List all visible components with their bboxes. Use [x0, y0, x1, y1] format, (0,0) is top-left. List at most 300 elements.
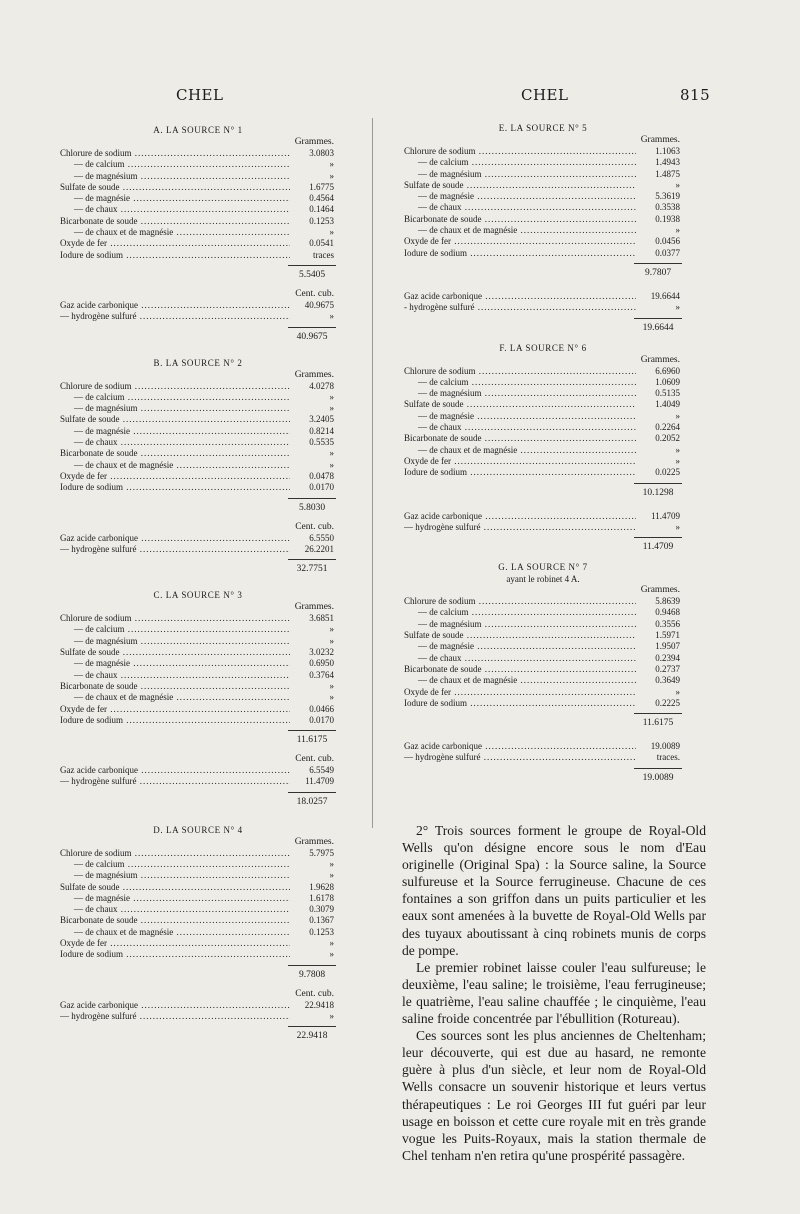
compound-name: Bicarbonate de soude ..... [60, 681, 290, 692]
gas-row [60, 544, 336, 555]
compound-name: — de chaux ..... [60, 204, 290, 215]
source-section [404, 561, 682, 784]
right-column [404, 116, 682, 784]
compound-value: 1.6775 [309, 181, 334, 192]
table-row [404, 169, 682, 180]
source-section [60, 824, 336, 1043]
section-total [60, 728, 336, 746]
compound-name: Iodure de sodium ..... [60, 715, 290, 726]
compound-name: — de magnésie ..... [60, 193, 290, 204]
compound-name: — de chaux et de magnésie ..... [404, 675, 636, 686]
compound-name: — de chaux et de magnésie ..... [60, 927, 290, 938]
compound-name: — de magnésie ..... [60, 426, 290, 437]
compound-value: 0.1464 [309, 204, 334, 215]
gas-total-value: 22.9418 [288, 1026, 336, 1042]
gas-row [404, 752, 682, 763]
section-total [404, 261, 682, 279]
unit-label: Grammes. [294, 602, 334, 613]
table-row [60, 471, 336, 482]
gas-value: » [329, 1010, 334, 1021]
running-header-left: CHEL [176, 86, 224, 104]
compound-name: — de magnésium ..... [60, 403, 290, 414]
compound-name: — de magnésium ..... [404, 619, 636, 630]
compound-value: 0.3079 [309, 904, 334, 915]
table-row [404, 433, 682, 444]
gas-value: » [329, 311, 334, 322]
table-row [60, 715, 336, 726]
table-row [60, 704, 336, 715]
table-row [404, 157, 682, 168]
table-row [60, 238, 336, 249]
spacer [404, 729, 682, 737]
gas-name: — hydrogène sulfuré ..... [404, 522, 636, 533]
table-row [404, 146, 682, 157]
gas-name: Gaz acide carbonique ..... [60, 1000, 290, 1011]
gas-row [404, 522, 682, 533]
compound-name: Chlorure de sodium ..... [404, 596, 636, 607]
gas-name: Gaz acide carbonique ..... [404, 291, 636, 302]
compound-name: Iodure de sodium ..... [404, 467, 636, 478]
compound-value: 0.0170 [309, 714, 334, 725]
compound-name: Iodure de sodium ..... [60, 482, 290, 493]
table-row [60, 647, 336, 658]
paragraph: 2° Trois sources forment le groupe de Royal-Old Wells qu'on désigne encore sous le nom d'Eau originelle (Original Spa) : la Source saline, la Source sulfureuse et la Source ferrugineuse. Chacune de ces fontaines a son griffon dans un puits particulier et les eaux sont amenées à la buvette de Royal-Old Wells par des tuyaux aboutissant à cinq robinets munis de corps de pompe. [402, 823, 706, 958]
compound-value: 3.0803 [309, 148, 334, 158]
compound-name: — de magnésium ..... [404, 169, 636, 180]
total-value: 11.6175 [288, 730, 336, 746]
compound-value: 0.8214 [309, 425, 334, 436]
table-row [60, 670, 336, 681]
compound-name: — de calcium ..... [404, 607, 636, 618]
table-row [60, 636, 336, 647]
section-title: B. LA SOURCE N° 2 [153, 357, 243, 368]
table-row [60, 692, 336, 703]
compound-name: — de chaux et de magnésie ..... [404, 225, 636, 236]
compound-value: 3.6851 [309, 613, 334, 624]
table-row [60, 193, 336, 204]
table-row [404, 202, 682, 213]
compound-name: Oxyde de fer ..... [404, 456, 636, 467]
compound-name: — de chaux ..... [60, 904, 290, 915]
compound-value: 0.1367 [309, 915, 334, 926]
gas-row [60, 311, 336, 322]
table-row [60, 403, 336, 414]
compound-name: — de calcium ..... [60, 159, 290, 170]
compound-value: » [675, 455, 680, 466]
gas-total [404, 316, 682, 334]
table-row [404, 653, 682, 664]
compound-value: 0.5135 [655, 388, 680, 399]
compound-name: — de chaux et de magnésie ..... [404, 445, 636, 456]
compound-value: 0.1253 [309, 926, 334, 937]
compound-name: — de magnésie ..... [60, 893, 290, 904]
compound-value: » [329, 403, 334, 414]
table-row [404, 664, 682, 675]
table-row [60, 949, 336, 960]
table-row [404, 596, 682, 607]
paragraph: Le premier robinet laisse couler l'eau sulfureuse; le deuxième, l'eau saline; le troisième, l'eau ferrugineuse; le quatrième, l'eau saline chauffée ; le cinquième, l'eau saline froide concentrée par l'ébullition (Rotureau). [402, 959, 706, 1027]
gas-row [60, 533, 336, 544]
table-row [60, 859, 336, 870]
compound-value: 0.2264 [655, 422, 680, 433]
compound-name: Bicarbonate de soude ..... [404, 664, 636, 675]
compound-value: 0.3556 [655, 618, 680, 629]
compound-value: 1.9628 [309, 881, 334, 892]
compound-name: Bicarbonate de soude ..... [60, 216, 290, 227]
running-header-center: CHEL [521, 86, 569, 104]
unit-label: Grammes. [640, 135, 680, 145]
compound-value: 5.7975 [309, 847, 334, 858]
table-row [404, 388, 682, 399]
compound-value: 0.3538 [655, 202, 680, 213]
compound-name: Sulfate de soude ..... [60, 182, 290, 193]
gas-value: 11.4709 [651, 510, 680, 521]
section-title: E. LA SOURCE N° 5 [498, 123, 588, 133]
compound-name: — de chaux et de magnésie ..... [60, 227, 290, 238]
compound-value: 0.0478 [309, 470, 334, 481]
compound-value: » [329, 858, 334, 869]
compound-value: » [329, 870, 334, 881]
total-value: 5.8030 [288, 498, 336, 514]
compound-value: 0.4564 [309, 193, 334, 204]
compound-value: » [329, 391, 334, 402]
compound-value: » [329, 680, 334, 691]
table-row [404, 456, 682, 467]
table-row [60, 159, 336, 170]
gas-name: — hydrogène sulfuré ..... [60, 544, 290, 555]
table-row [404, 248, 682, 259]
compound-value: 1.5971 [655, 630, 680, 641]
compound-name: — de chaux ..... [60, 670, 290, 681]
table-row [404, 422, 682, 433]
spacer [404, 279, 682, 287]
compound-name: Oxyde de fer ..... [404, 236, 636, 247]
gas-value: 6.5550 [309, 532, 334, 543]
gas-row [404, 511, 682, 522]
gas-total [60, 790, 336, 808]
table-row [60, 448, 336, 459]
source-section [404, 122, 682, 334]
gas-name: — hydrogène sulfuré ..... [60, 311, 290, 322]
gas-total-value: 11.4709 [634, 537, 682, 553]
table-row [60, 392, 336, 403]
gas-row [60, 765, 336, 776]
table-row [60, 482, 336, 493]
compound-name: Chlorure de sodium ..... [60, 848, 290, 859]
source-section [60, 357, 336, 576]
source-section [60, 124, 336, 343]
table-row [60, 204, 336, 215]
section-title: F. LA SOURCE N° 6 [499, 342, 587, 353]
compound-name: Sulfate de soude ..... [60, 414, 290, 425]
compound-name: Chlorure de sodium ..... [60, 613, 290, 624]
compound-name: Bicarbonate de soude ..... [60, 448, 290, 459]
column-divider [372, 118, 373, 828]
compound-name: Oxyde de fer ..... [60, 704, 290, 715]
table-row [60, 938, 336, 949]
table-row [404, 630, 682, 641]
compound-value: 0.0225 [655, 467, 680, 478]
compound-name: — de magnésie ..... [404, 641, 636, 652]
compound-value: 1.6178 [309, 892, 334, 903]
gas-row [60, 1000, 336, 1011]
compound-value: 0.2052 [655, 433, 680, 444]
compound-value: 0.3649 [655, 675, 680, 686]
table-row [60, 148, 336, 159]
compound-value: 0.0377 [655, 247, 680, 258]
compound-name: Oxyde de fer ..... [404, 687, 636, 698]
section-total [60, 496, 336, 514]
table-row [404, 619, 682, 630]
spacer [60, 981, 336, 989]
compound-name: Oxyde de fer ..... [60, 238, 290, 249]
section-title: C. LA SOURCE N° 3 [153, 590, 243, 601]
compound-value: » [329, 624, 334, 635]
section-total [404, 711, 682, 729]
spacer [60, 746, 336, 754]
compound-value: 1.4943 [655, 157, 680, 168]
compound-value: 0.1938 [655, 213, 680, 224]
compound-name: Chlorure de sodium ..... [404, 366, 636, 377]
table-row [60, 182, 336, 193]
paragraph: Ces sources sont les plus anciennes de Cheltenham; leur découverte, qui est due au hasard, ne remonte guère à plus d'un siècle, et leur nom de Royal-Old Wells consacre un souvenir historique et leurs vertus thérapeutiques : Le roi Georges III fut guéri par leur usage en boisson et cette cure royale mit en très grande vogue les Puits-Royaux, mais la station thermale de Chel tenham n'en retira qu'une prospérité passagère. [402, 1028, 706, 1163]
gas-value: 26.2201 [304, 543, 334, 554]
unit-label: Grammes. [294, 836, 334, 847]
table-row [60, 216, 336, 227]
compound-name: Iodure de sodium ..... [404, 698, 636, 709]
gas-total [404, 535, 682, 553]
gas-name: Gaz acide carbonique ..... [60, 765, 290, 776]
table-row [404, 641, 682, 652]
gas-row [404, 291, 682, 302]
total-value: 5.5405 [288, 265, 336, 281]
compound-name: Bicarbonate de soude ..... [404, 214, 636, 225]
gas-total [60, 325, 336, 343]
unit-label: Grammes. [640, 585, 680, 596]
total-value: 9.7807 [634, 263, 682, 279]
table-row [60, 613, 336, 624]
table-row [60, 915, 336, 926]
compound-name: — de magnésie ..... [404, 411, 636, 422]
compound-value: 0.1253 [309, 215, 334, 226]
unit-label: Cent. cub. [295, 288, 334, 299]
compound-value: 0.2394 [655, 652, 680, 663]
gas-value: 22.9418 [304, 999, 334, 1010]
source-section [60, 589, 336, 808]
gas-value: 40.9675 [304, 299, 334, 310]
unit-label: Grammes. [294, 369, 334, 380]
compound-name: Bicarbonate de soude ..... [60, 915, 290, 926]
compound-value: 6.6960 [655, 365, 680, 376]
gas-name: — hydrogène sulfuré ..... [60, 776, 290, 787]
compound-name: — de calcium ..... [60, 624, 290, 635]
table-row [404, 191, 682, 202]
gas-total [404, 766, 682, 784]
table-row [60, 381, 336, 392]
table-row [404, 445, 682, 456]
table-row [60, 426, 336, 437]
gas-total [60, 557, 336, 575]
compound-name: — de magnésium ..... [60, 636, 290, 647]
gas-value: 19.6644 [650, 290, 680, 301]
table-row [60, 882, 336, 893]
table-row [404, 180, 682, 191]
gas-value: » [675, 521, 680, 532]
table-row [60, 437, 336, 448]
compound-name: Chlorure de sodium ..... [60, 381, 290, 392]
table-row [60, 681, 336, 692]
unit-label: Cent. cub. [295, 521, 334, 532]
section-title: D. LA SOURCE N° 4 [153, 824, 243, 835]
total-value: 10.1298 [634, 483, 682, 499]
compound-value: » [329, 227, 334, 238]
compound-name: Iodure de sodium ..... [60, 250, 290, 261]
gas-value: traces. [656, 752, 680, 763]
table-row [60, 927, 336, 938]
table-row [60, 250, 336, 261]
compound-name: — de chaux ..... [404, 653, 636, 664]
compound-value: 1.9507 [655, 641, 680, 652]
table-row [404, 411, 682, 422]
compound-value: 0.0170 [309, 482, 334, 493]
gas-row [60, 300, 336, 311]
spacer [404, 499, 682, 507]
gas-row [60, 1011, 336, 1022]
gas-row [404, 741, 682, 752]
compound-value: » [675, 225, 680, 236]
compound-value: 0.2737 [655, 663, 680, 674]
compound-value: 1.0609 [655, 376, 680, 387]
section-total [60, 963, 336, 981]
compound-name: — de calcium ..... [60, 859, 290, 870]
compound-name: — de chaux ..... [404, 422, 636, 433]
section-subtitle: ayant le robinet 4 A. [506, 574, 580, 585]
section-title: G. LA SOURCE N° 7 [498, 562, 588, 573]
table-row [60, 848, 336, 859]
gas-value: 19.0089 [650, 741, 680, 752]
gas-total-value: 18.0257 [288, 792, 336, 808]
compound-name: Sulfate de soude ..... [60, 647, 290, 658]
unit-label: Grammes. [640, 354, 680, 365]
compound-name: Bicarbonate de soude ..... [404, 433, 636, 444]
total-value: 9.7808 [288, 965, 336, 981]
table-row [404, 698, 682, 709]
compound-name: — de magnésium ..... [404, 388, 636, 399]
compound-value: 3.0232 [309, 647, 334, 658]
gas-row [404, 302, 682, 313]
table-row [60, 658, 336, 669]
compound-name: Sulfate de soude ..... [404, 180, 636, 191]
unit-label: Grammes. [294, 137, 334, 147]
gas-name: — hydrogène sulfuré ..... [60, 1011, 290, 1022]
compound-value: 1.4049 [655, 399, 680, 410]
table-row [404, 377, 682, 388]
compound-value: » [675, 686, 680, 697]
compound-value: » [329, 170, 334, 181]
compound-value: » [675, 444, 680, 455]
compound-value: 0.3764 [309, 669, 334, 680]
compound-name: Iodure de sodium ..... [404, 248, 636, 259]
compound-value: 1.4875 [655, 168, 680, 179]
compound-name: — de magnésie ..... [60, 658, 290, 669]
gas-value: 11.4709 [305, 776, 334, 787]
table-row [404, 214, 682, 225]
compound-name: Sulfate de soude ..... [404, 399, 636, 410]
compound-value: » [329, 459, 334, 470]
compound-value: 5.8639 [655, 596, 680, 607]
compound-value: » [329, 635, 334, 646]
compound-value: » [675, 179, 680, 190]
gas-total-value: 19.0089 [634, 768, 682, 784]
section-total [60, 263, 336, 281]
compound-name: — de chaux et de magnésie ..... [60, 460, 290, 471]
table-row [404, 675, 682, 686]
table-row [404, 687, 682, 698]
compound-value: » [329, 949, 334, 960]
compound-name: — de chaux ..... [404, 202, 636, 213]
compound-name: — de calcium ..... [404, 157, 636, 168]
compound-name: Oxyde de fer ..... [60, 471, 290, 482]
compound-value: 0.0541 [309, 238, 334, 249]
gas-name: Gaz acide carbonique ..... [60, 533, 290, 544]
table-row [60, 227, 336, 238]
compound-value: 0.5535 [309, 437, 334, 448]
compound-value: 1.1063 [655, 146, 680, 156]
compound-value: 0.6950 [309, 658, 334, 669]
compound-name: Chlorure de sodium ..... [60, 148, 290, 159]
table-row [404, 236, 682, 247]
table-row [60, 624, 336, 635]
compound-name: — de chaux et de magnésie ..... [60, 692, 290, 703]
table-row [60, 870, 336, 881]
compound-value: » [329, 448, 334, 459]
gas-total-value: 32.7751 [288, 559, 336, 575]
compound-value: 3.2405 [309, 414, 334, 425]
spacer [60, 281, 336, 289]
gas-name: Gaz acide carbonique ..... [404, 741, 636, 752]
table-row [404, 467, 682, 478]
table-row [60, 904, 336, 915]
gas-value: 6.5549 [309, 765, 334, 776]
gas-name: Gaz acide carbonique ..... [60, 300, 290, 311]
total-value: 11.6175 [634, 713, 682, 729]
table-row [404, 225, 682, 236]
compound-value: » [675, 410, 680, 421]
page-number: 815 [680, 86, 711, 104]
compound-value: 0.0456 [655, 236, 680, 247]
section-total [404, 481, 682, 499]
gas-total-value: 40.9675 [288, 327, 336, 343]
compound-name: Chlorure de sodium ..... [404, 146, 636, 157]
gas-row [60, 776, 336, 787]
gas-total-value: 19.6644 [634, 318, 682, 334]
compound-name: — de chaux ..... [60, 437, 290, 448]
table-row [404, 399, 682, 410]
table-row [404, 366, 682, 377]
unit-label: Cent. cub. [295, 988, 334, 999]
compound-name: Sulfate de soude ..... [404, 630, 636, 641]
compound-value: » [329, 692, 334, 703]
gas-name: - hydrogène sulfuré ..... [404, 302, 636, 313]
table-row [60, 893, 336, 904]
gas-value: » [675, 302, 680, 313]
compound-name: — de calcium ..... [60, 392, 290, 403]
compound-value: » [329, 938, 334, 949]
compound-name: — de magnésium ..... [60, 870, 290, 881]
left-column [60, 118, 336, 1042]
compound-name: Iodure de sodium ..... [60, 949, 290, 960]
table-row [60, 460, 336, 471]
